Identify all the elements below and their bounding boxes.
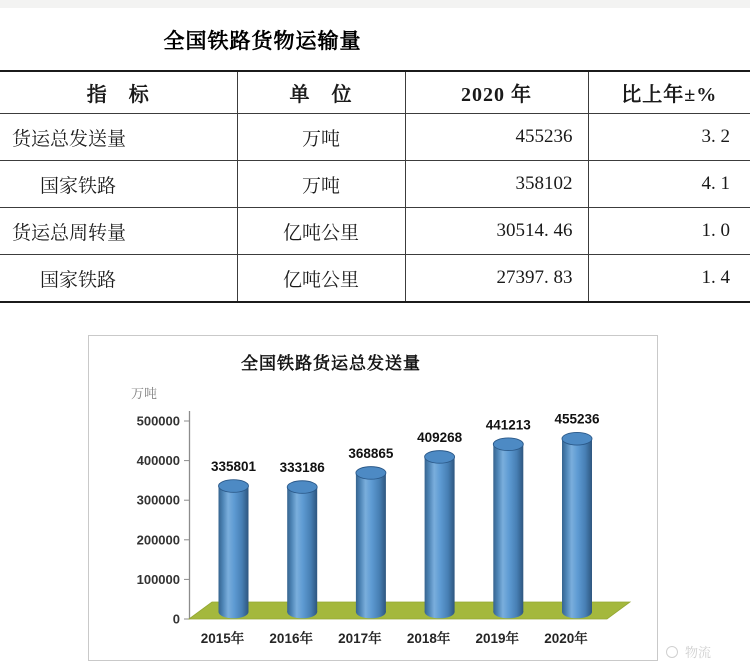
svg-text:2016年: 2016年 [269, 631, 313, 646]
cell-indicator: 国家铁路 [40, 269, 117, 291]
cell-value: 30514. 46 [405, 208, 588, 255]
cell-change: 4. 1 [588, 161, 750, 208]
bar-chart-canvas [89, 336, 657, 660]
cell-unit: 万吨 [237, 161, 405, 208]
header-year-2020: 2020 年 [405, 71, 588, 114]
svg-text:200000: 200000 [136, 532, 180, 548]
table-row [0, 114, 750, 161]
cell-value: 358102 [405, 161, 588, 208]
table-header-row [0, 71, 750, 114]
document-title: 全国铁路货物运输量 [163, 29, 362, 53]
watermark-logo-icon [666, 646, 678, 658]
header-unit: 单 位 [237, 71, 405, 114]
svg-text:2017年: 2017年 [338, 631, 382, 646]
watermark-text: 物流 [685, 645, 712, 660]
svg-text:335801: 335801 [210, 459, 257, 475]
svg-text:441213: 441213 [485, 417, 531, 433]
cell-unit: 万吨 [237, 114, 405, 161]
svg-text:500000: 500000 [136, 413, 180, 429]
cell-change: 1. 0 [588, 208, 750, 255]
svg-text:0: 0 [172, 611, 180, 627]
table-row [0, 161, 750, 208]
watermark [666, 642, 750, 664]
table-row [0, 208, 750, 255]
y-axis-unit-label: 万吨 [131, 386, 158, 401]
header-change-vs-prev-year: 比上年±% [588, 71, 750, 114]
svg-text:455236: 455236 [554, 411, 600, 427]
svg-text:2018年: 2018年 [406, 631, 451, 646]
cell-unit: 亿吨公里 [237, 255, 405, 303]
cell-indicator: 国家铁路 [40, 175, 117, 197]
svg-text:100000: 100000 [136, 571, 180, 587]
cell-indicator: 货运总周转量 [12, 222, 127, 244]
svg-text:333186: 333186 [279, 460, 325, 476]
cell-change: 1. 4 [588, 255, 750, 303]
freight-stats-table [0, 70, 750, 303]
svg-text:409268: 409268 [417, 429, 463, 445]
cell-value: 27397. 83 [405, 255, 588, 303]
cell-change: 3. 2 [588, 114, 750, 161]
svg-text:2015年: 2015年 [200, 631, 245, 646]
bar-chart-panel [88, 335, 658, 661]
cell-unit: 亿吨公里 [237, 208, 405, 255]
page-top-strip [0, 0, 750, 8]
svg-text:400000: 400000 [136, 453, 180, 469]
svg-text:2019年: 2019年 [475, 631, 520, 646]
svg-text:2020年: 2020年 [544, 631, 588, 646]
table-row [0, 255, 750, 303]
svg-text:300000: 300000 [136, 492, 180, 508]
header-indicator: 指 标 [86, 84, 150, 106]
svg-text:368865: 368865 [348, 445, 394, 461]
cell-indicator: 货运总发送量 [12, 128, 127, 150]
cell-value: 455236 [405, 114, 588, 161]
chart-title: 全国铁路货运总发送量 [241, 354, 421, 373]
